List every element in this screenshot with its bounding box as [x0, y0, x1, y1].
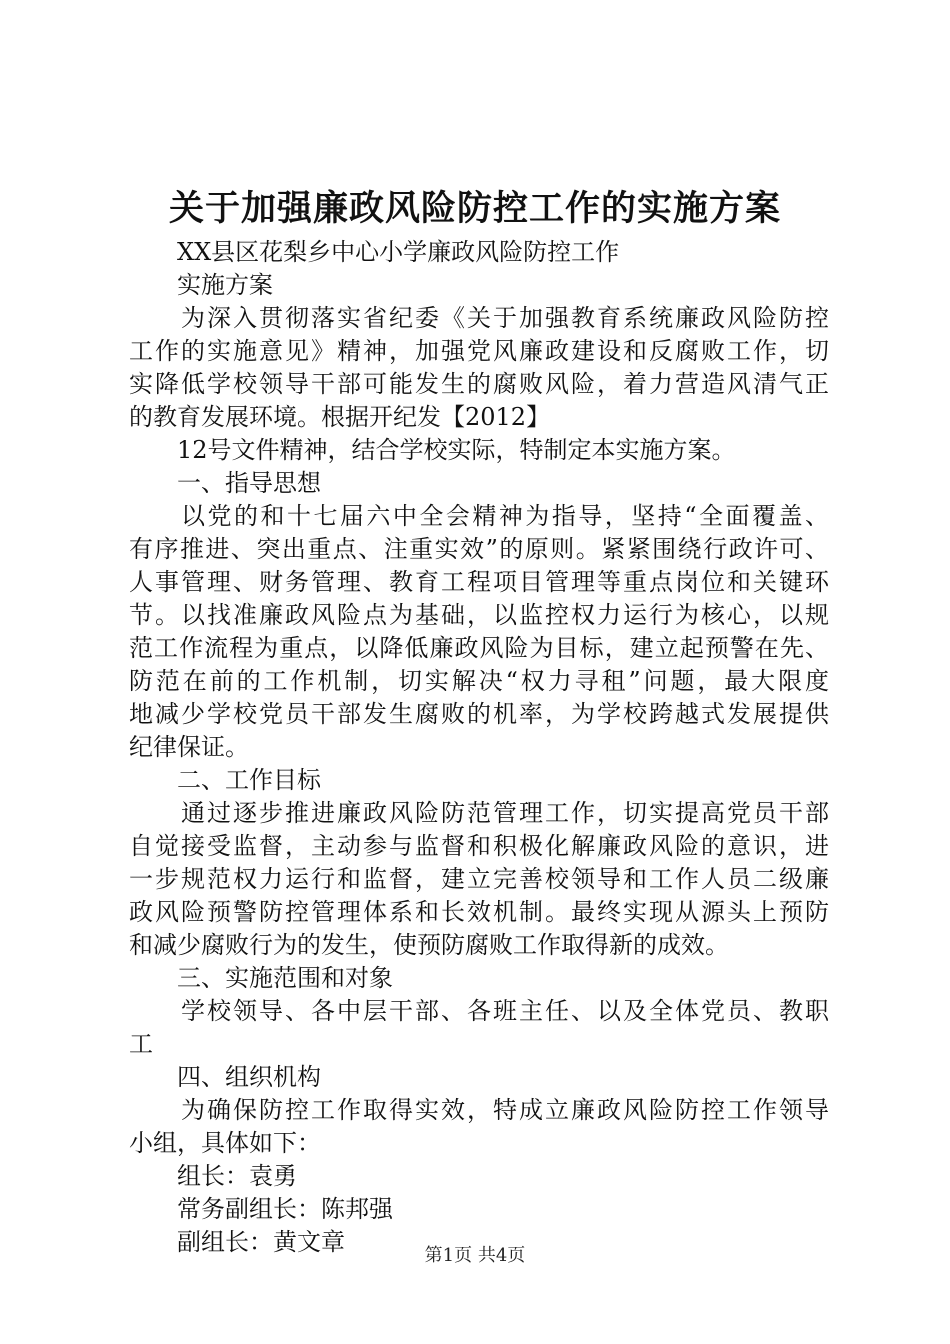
- body-line: 自觉接受监督，主动参与监督和积极化解廉政风险的意识，进: [129, 832, 829, 860]
- page-footer: 第1页 共4页: [424, 1245, 526, 1266]
- body-line: 实施方案: [177, 271, 273, 299]
- document-body: [129, 236, 829, 1259]
- body-line: 有序推进、突出重点、注重实效”的原则。紧紧围绕行政许可、: [129, 535, 829, 563]
- body-line: 节。以找准廉政风险点为基础，以监控权力运行为核心，以规: [129, 601, 829, 629]
- body-line: 副组长：黄文章: [177, 1228, 345, 1256]
- body-line: XX县区花梨乡中心小学廉政风险防控工作: [177, 238, 620, 266]
- body-line: 人事管理、财务管理、教育工程项目管理等重点岗位和关键环: [129, 568, 829, 596]
- body-line: 二、工作目标: [177, 766, 321, 794]
- body-line: 范工作流程为重点，以降低廉政风险为目标，建立起预警在先、: [129, 634, 829, 662]
- body-line: 通过逐步推进廉政风险防范管理工作，切实提高党员干部: [181, 799, 829, 827]
- body-line: 四、组织机构: [177, 1063, 321, 1091]
- body-line: 一步规范权力运行和监督，建立完善校领导和工作人员二级廉: [129, 865, 829, 893]
- body-line: 纪律保证。: [129, 733, 249, 761]
- body-line: 为深入贯彻落实省纪委《关于加强教育系统廉政风险防控: [181, 304, 829, 332]
- body-line: 常务副组长：陈邦强: [177, 1195, 393, 1223]
- body-line: 实降低学校领导干部可能发生的腐败风险，着力营造风清气正: [129, 370, 829, 398]
- body-line: 工: [129, 1030, 153, 1058]
- body-line: 的教育发展环境。根据开纪发【2012】: [129, 403, 551, 431]
- body-line: 地减少学校党员干部发生腐败的机率，为学校跨越式发展提供: [129, 700, 829, 728]
- body-line: 12号文件精神，结合学校实际，特制定本实施方案。: [177, 436, 736, 464]
- body-line: 学校领导、各中层干部、各班主任、以及全体党员、教职: [181, 997, 829, 1025]
- document-title: 关于加强廉政风险防控工作的实施方案: [168, 188, 781, 229]
- body-line: 防范在前的工作机制，切实解决“权力寻租”问题，最大限度: [129, 667, 829, 695]
- body-line: 小组，具体如下：: [129, 1129, 321, 1157]
- body-line: 三、实施范围和对象: [177, 964, 393, 992]
- body-line: 为确保防控工作取得实效，特成立廉政风险防控工作领导: [181, 1096, 829, 1124]
- body-line: 以党的和十七届六中全会精神为指导，坚持“全面覆盖、: [181, 502, 829, 530]
- body-line: 一、指导思想: [177, 469, 321, 497]
- body-line: 政风险预警防控管理体系和长效机制。最终实现从源头上预防: [129, 898, 829, 926]
- body-line: 和减少腐败行为的发生，使预防腐败工作取得新的成效。: [129, 931, 729, 959]
- body-line: 组长：袁勇: [177, 1162, 297, 1190]
- body-line: 工作的实施意见》精神，加强党风廉政建设和反腐败工作，切: [129, 337, 829, 365]
